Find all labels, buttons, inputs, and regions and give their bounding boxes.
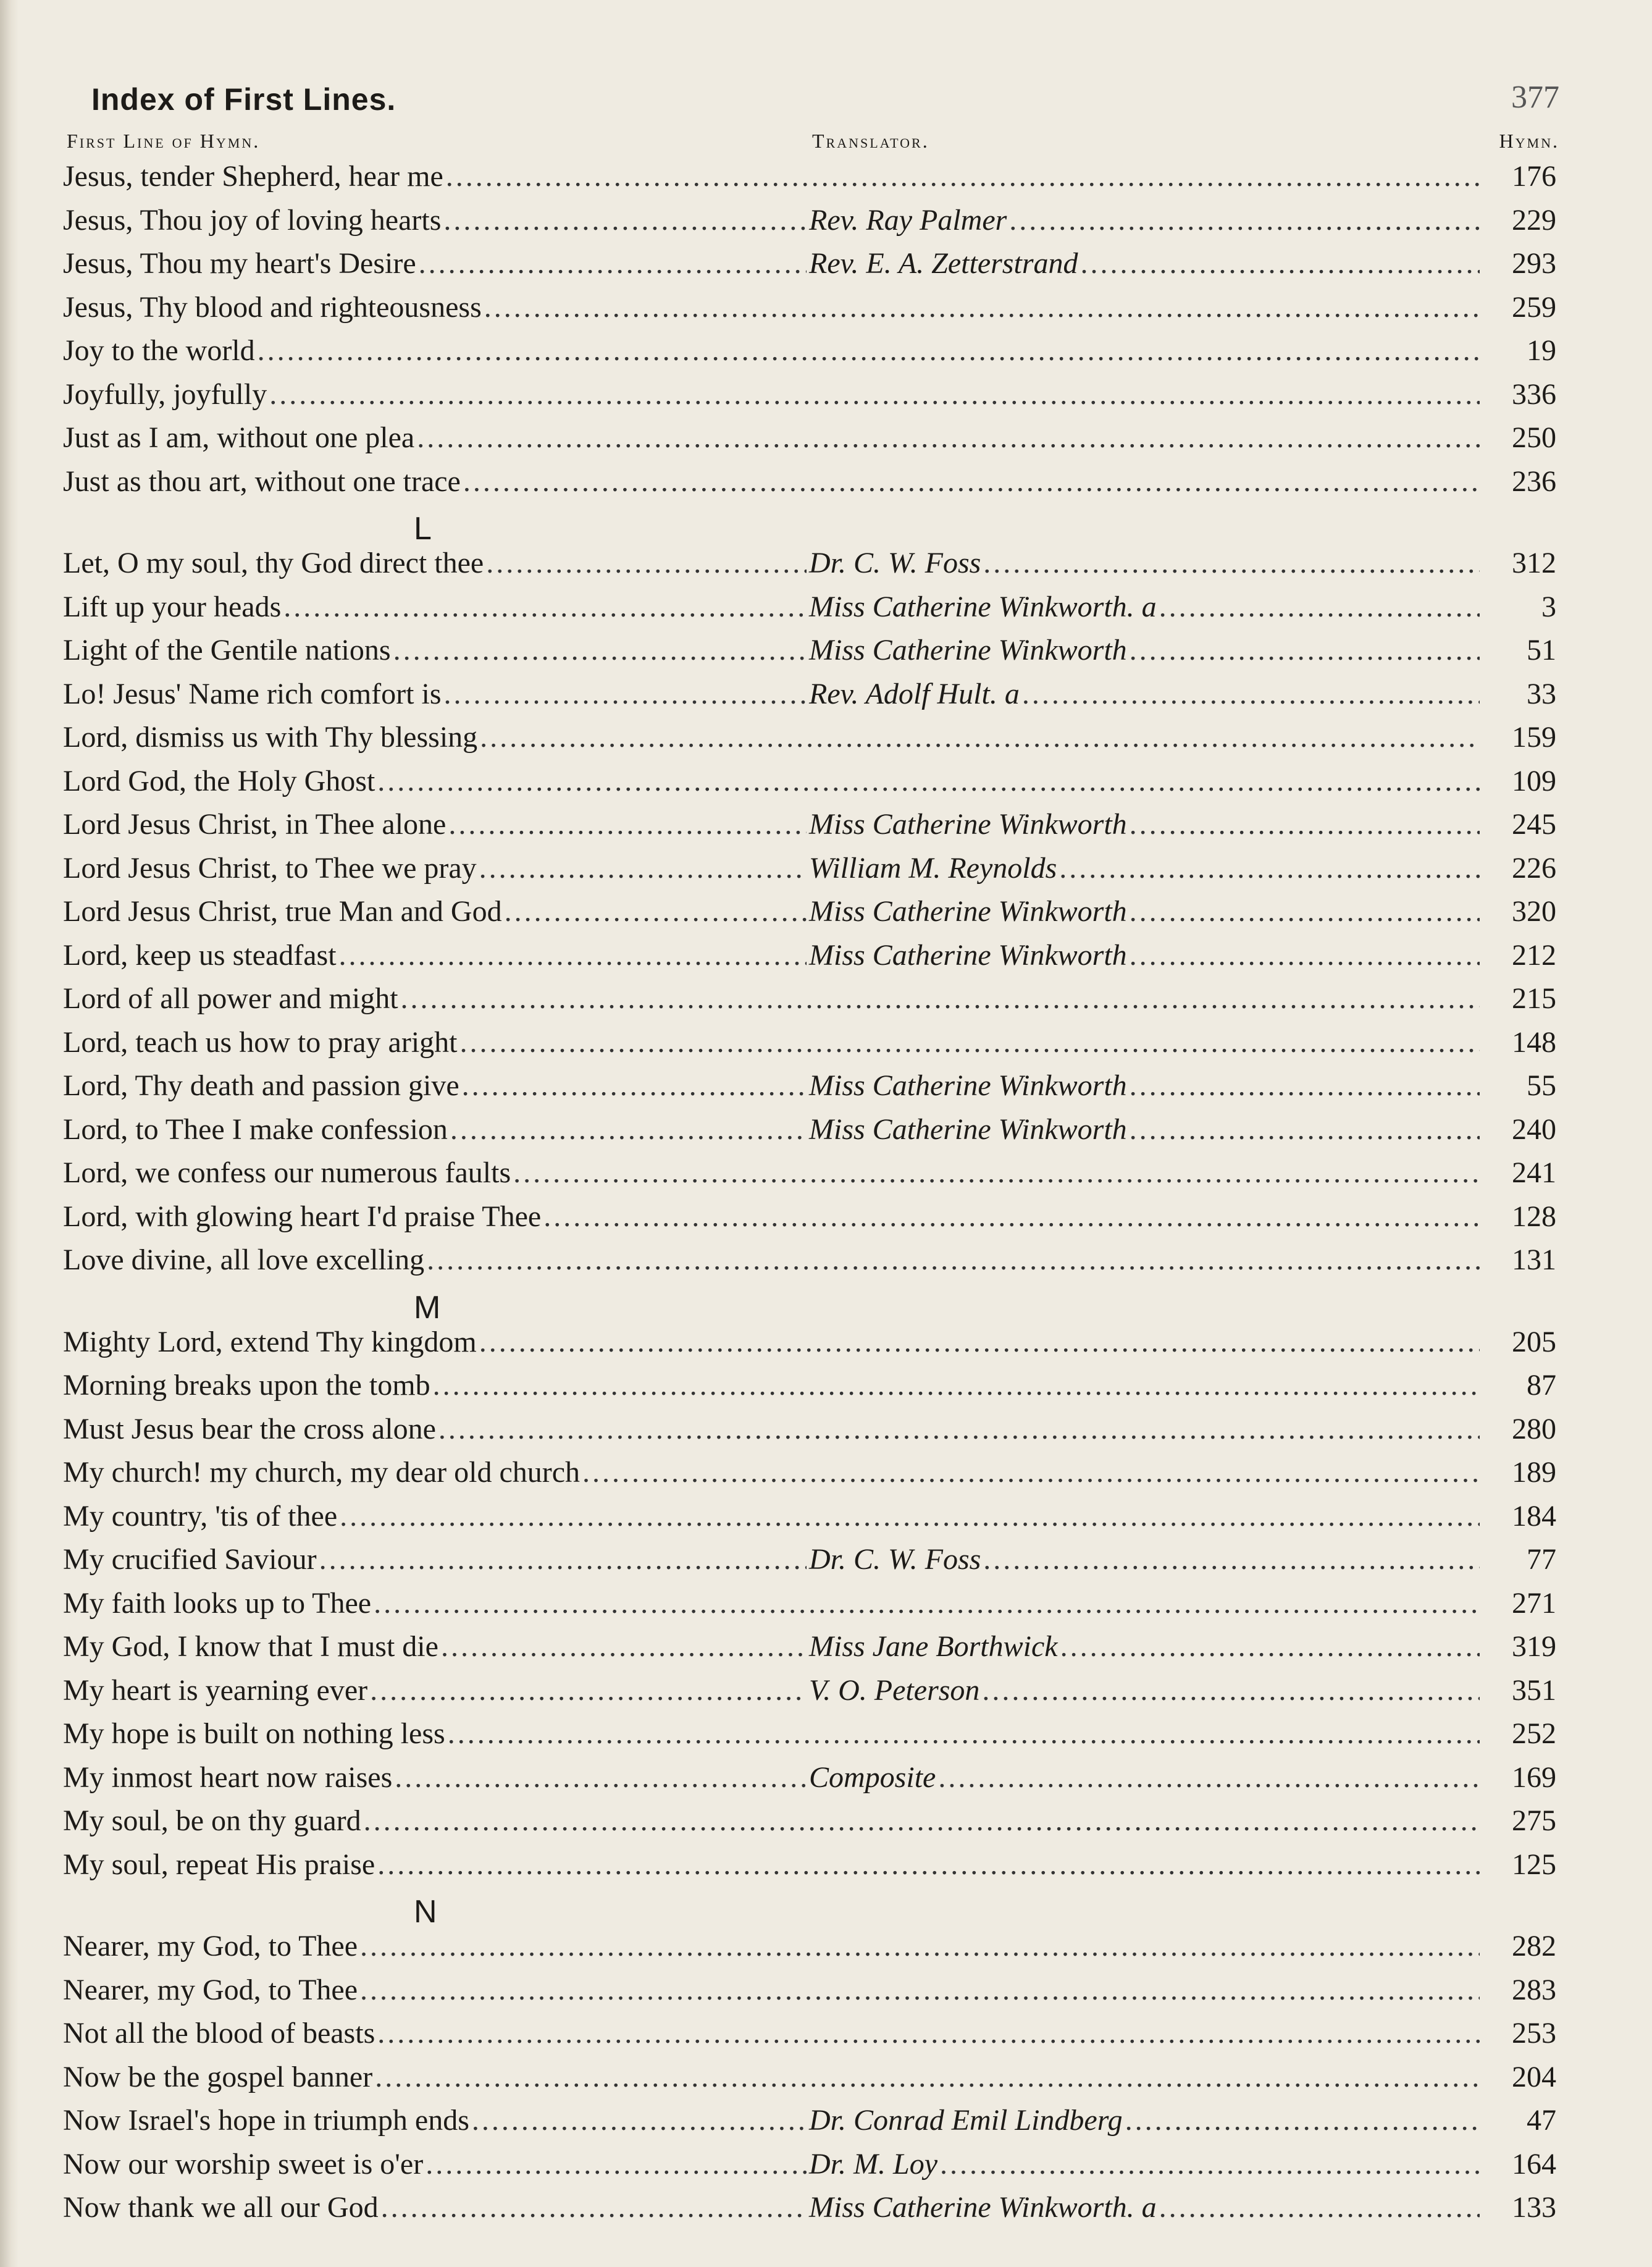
hymn-number: 271 [1512, 1586, 1556, 1620]
translator-name: Miss Catherine Winkworth [809, 895, 1127, 928]
column-header-first-line: First Line of Hymn. [67, 130, 261, 152]
index-entry-row [49, 1200, 1556, 1243]
hymn-number: 250 [1512, 421, 1556, 454]
hymn-number: 252 [1512, 1717, 1556, 1750]
hymn-first-line: Now our worship sweet is o'er [63, 2147, 424, 2181]
leader-dots [438, 1412, 1480, 1446]
leader-dots [1159, 2190, 1480, 2224]
hymn-number: 236 [1512, 465, 1556, 498]
leader-dots [479, 851, 807, 885]
hymn-number: 253 [1512, 2017, 1556, 2050]
hymn-first-line: Now thank we all our God [63, 2191, 379, 2224]
leader-dots [401, 982, 1480, 1016]
index-entry-row [49, 159, 1556, 203]
hymn-first-line: Lord, we confess our numerous faults [63, 1156, 511, 1189]
hymn-first-line: Lord Jesus Christ, in Thee alone [63, 808, 447, 841]
leader-dots [444, 677, 807, 711]
hymn-number: 169 [1512, 1760, 1556, 1794]
hymn-first-line: Nearer, my God, to Thee [63, 1973, 358, 2006]
index-entry-row [49, 1542, 1556, 1586]
hymn-number: 148 [1512, 1025, 1556, 1059]
index-entry-row [49, 1412, 1556, 1456]
hymn-first-line: Lord Jesus Christ, to Thee we pray [63, 851, 477, 885]
leader-dots [269, 377, 1480, 411]
index-entry-row [49, 1630, 1556, 1673]
leader-dots [1130, 894, 1480, 928]
hymn-number: 212 [1512, 938, 1556, 972]
index-entry-row [49, 1455, 1556, 1499]
leader-dots [463, 465, 1480, 498]
index-entries [49, 159, 1556, 2234]
hymn-number: 283 [1512, 1973, 1556, 2006]
hymn-number: 109 [1512, 764, 1556, 797]
hymn-first-line: Mighty Lord, extend Thy kingdom [63, 1325, 477, 1358]
translator-name: Miss Catherine Winkworth [809, 634, 1127, 667]
hymn-number: 176 [1512, 160, 1556, 193]
hymn-first-line: Not all the blood of beasts [63, 2017, 375, 2050]
leader-dots [427, 1243, 1480, 1277]
section-letter-heading: L [414, 511, 432, 547]
translator-name: Miss Catherine Winkworth [809, 1069, 1127, 1102]
section-letter-heading: M [414, 1289, 441, 1326]
leader-dots [462, 1069, 807, 1103]
leader-dots [426, 2147, 807, 2181]
leader-dots [1009, 203, 1480, 237]
index-entry-row [49, 377, 1556, 421]
leader-dots [441, 1630, 807, 1663]
leader-dots [375, 2060, 1480, 2094]
hymn-number: 189 [1512, 1456, 1556, 1489]
hymn-number: 131 [1512, 1243, 1556, 1276]
book-gutter [0, 0, 19, 2267]
leader-dots [1130, 1112, 1480, 1146]
hymn-first-line: Lord, keep us steadfast [63, 938, 337, 972]
hymn-first-line: Let, O my soul, thy God direct thee [63, 547, 484, 579]
translator-name: William M. Reynolds [809, 851, 1057, 885]
leader-dots [448, 807, 807, 841]
hymn-first-line: Lord, Thy death and passion give [63, 1069, 459, 1102]
hymn-first-line: My crucified Saviour [63, 1543, 317, 1576]
hymn-first-line: Lord God, the Holy Ghost [63, 764, 375, 797]
translator-name: Dr. C. W. Foss [809, 1543, 981, 1576]
index-entry-row [49, 203, 1556, 247]
hymn-number: 51 [1527, 634, 1556, 667]
index-entry-row [49, 1499, 1556, 1543]
leader-dots [1060, 1630, 1480, 1663]
translator-name: Rev. E. A. Zetterstrand [809, 247, 1078, 280]
leader-dots [513, 1156, 1480, 1190]
translator-name: Miss Catherine Winkworth. a [809, 2191, 1157, 2224]
hymn-first-line: Jesus, Thou my heart's Desire [63, 247, 416, 280]
leader-dots [370, 1673, 807, 1707]
hymn-number: 33 [1527, 677, 1556, 710]
hymn-number: 204 [1512, 2060, 1556, 2093]
hymn-first-line: My heart is yearning ever [63, 1673, 368, 1707]
leader-dots [446, 159, 1480, 193]
hymn-number: 128 [1512, 1200, 1556, 1233]
translator-name: Miss Jane Borthwick [809, 1630, 1058, 1663]
leader-dots [982, 1673, 1480, 1707]
hymn-first-line: My country, 'tis of thee [63, 1499, 338, 1533]
leader-dots [360, 1973, 1480, 2007]
index-entry-row [49, 465, 1556, 508]
leader-dots [459, 1025, 1480, 1059]
index-entry-row [49, 290, 1556, 334]
index-entry-row [49, 764, 1556, 808]
leader-dots [395, 1760, 807, 1794]
hymn-first-line: Jesus, tender Shepherd, hear me [63, 160, 443, 193]
hymn-first-line: Lord, dismiss us with Thy blessing [63, 721, 478, 754]
hymn-number: 77 [1527, 1543, 1556, 1576]
leader-dots [582, 1455, 1480, 1489]
hymn-first-line: Joy to the world [63, 334, 255, 367]
hymn-first-line: Lord Jesus Christ, true Man and God [63, 895, 502, 928]
translator-name: V. O. Peterson [809, 1673, 980, 1707]
translator-name: Rev. Ray Palmer [809, 203, 1007, 237]
leader-dots [543, 1200, 1480, 1234]
hymn-first-line: Must Jesus bear the cross alone [63, 1412, 436, 1445]
hymn-number: 47 [1527, 2104, 1556, 2137]
hymn-number: 320 [1512, 895, 1556, 928]
hymn-number: 229 [1512, 203, 1556, 237]
hymn-number: 245 [1512, 808, 1556, 841]
hymn-first-line: My hope is built on nothing less [63, 1717, 445, 1750]
hymn-first-line: Lord, teach us how to pray aright [63, 1025, 458, 1059]
hymn-number: 275 [1512, 1804, 1556, 1837]
leader-dots [360, 1929, 1480, 1963]
section-letter-heading: N [414, 1894, 437, 1930]
index-entry-row [49, 1848, 1556, 1891]
leader-dots [505, 894, 807, 928]
index-entry-row [49, 2060, 1556, 2104]
index-entry-row [49, 2103, 1556, 2147]
leader-dots [339, 938, 807, 972]
hymn-first-line: My God, I know that I must die [63, 1630, 438, 1663]
index-entry-row [49, 1069, 1556, 1112]
index-entry-row [49, 246, 1556, 290]
column-header-translator: Translator. [812, 130, 929, 152]
translator-name: Miss Catherine Winkworth. a [809, 590, 1157, 623]
hymn-number: 240 [1512, 1112, 1556, 1146]
hymn-first-line: Now be the gospel banner [63, 2060, 373, 2093]
leader-dots [419, 246, 807, 280]
hymn-number: 125 [1512, 1848, 1556, 1881]
hymn-number: 282 [1512, 1930, 1556, 1962]
hymn-first-line: Just as I am, without one plea [63, 421, 415, 454]
translator-name: Miss Catherine Winkworth [809, 938, 1127, 972]
hymn-first-line: Lift up your heads [63, 590, 282, 623]
index-entry-row [49, 2016, 1556, 2060]
page-number: 377 [1511, 80, 1559, 115]
hymn-number: 87 [1527, 1369, 1556, 1402]
leader-dots [472, 2103, 807, 2137]
translator-name: Composite [809, 1760, 936, 1794]
hymn-first-line: Now Israel's hope in triumph ends [63, 2104, 469, 2137]
hymn-first-line: My church! my church, my dear old church [63, 1456, 581, 1489]
leader-dots [450, 1112, 807, 1146]
leader-dots [1059, 851, 1480, 885]
hymn-number: 280 [1512, 1412, 1556, 1445]
index-entry-row [49, 1929, 1556, 1973]
page-title: Index of First Lines. [91, 82, 396, 117]
hymn-number: 319 [1512, 1630, 1556, 1663]
leader-dots [381, 2190, 807, 2224]
index-entry-row [49, 677, 1556, 721]
index-entry-row [49, 720, 1556, 764]
hymn-first-line: Jesus, Thy blood and righteousness [63, 290, 482, 324]
hymn-number: 3 [1541, 590, 1556, 623]
hymn-first-line: Lord, with glowing heart I'd praise Thee [63, 1200, 542, 1233]
leader-dots [443, 203, 807, 237]
hymn-number: 226 [1512, 851, 1556, 885]
index-entry-row [49, 1325, 1556, 1369]
index-entry-row [49, 982, 1556, 1025]
hymn-first-line: Jesus, Thou joy of loving hearts [63, 203, 442, 237]
leader-dots [1159, 590, 1480, 624]
leader-dots [1125, 2103, 1480, 2137]
leader-dots [983, 1542, 1480, 1576]
hymn-number: 336 [1512, 377, 1556, 411]
index-entry-row [49, 2147, 1556, 2191]
leader-dots [940, 2147, 1480, 2181]
index-entry-row [49, 1243, 1556, 1287]
index-entry-row [49, 807, 1556, 851]
hymn-first-line: Joyfully, joyfully [63, 377, 267, 411]
index-entry-row [49, 1112, 1556, 1156]
leader-dots [319, 1542, 807, 1576]
leader-dots [377, 764, 1480, 798]
hymn-first-line: My faith looks up to Thee [63, 1586, 372, 1620]
translator-name: Rev. Adolf Hult. a [809, 677, 1020, 710]
leader-dots [1022, 677, 1480, 711]
leader-dots [479, 1325, 1480, 1359]
hymn-number: 293 [1512, 247, 1556, 280]
index-entry-row [49, 1586, 1556, 1630]
leader-dots [393, 633, 807, 667]
leader-dots [486, 546, 807, 580]
leader-dots [417, 421, 1480, 455]
index-entry-row [49, 1760, 1556, 1804]
index-entry-row [49, 894, 1556, 938]
translator-name: Dr. Conrad Emil Lindberg [809, 2104, 1123, 2137]
hymn-first-line: Just as thou art, without one trace [63, 465, 461, 498]
translator-name: Dr. C. W. Foss [809, 547, 981, 579]
hymn-number: 205 [1512, 1325, 1556, 1358]
hymn-number: 164 [1512, 2147, 1556, 2181]
index-entry-row [49, 334, 1556, 377]
hymn-first-line: Lo! Jesus' Name rich comfort is [63, 677, 442, 710]
index-entry-row [49, 1804, 1556, 1848]
leader-dots [1081, 246, 1480, 280]
leader-dots [1130, 807, 1480, 841]
translator-name: Miss Catherine Winkworth [809, 808, 1127, 841]
hymn-number: 184 [1512, 1499, 1556, 1533]
hymn-number: 159 [1512, 721, 1556, 754]
leader-dots [1130, 1069, 1480, 1103]
leader-dots [283, 590, 807, 624]
index-entry-row [49, 1156, 1556, 1200]
hymn-first-line: Morning breaks upon the tomb [63, 1369, 430, 1402]
leader-dots [480, 720, 1480, 754]
index-entry-row [49, 1673, 1556, 1717]
hymn-number: 312 [1512, 547, 1556, 579]
hymn-number: 351 [1512, 1673, 1556, 1707]
index-entry-row [49, 938, 1556, 982]
hymn-first-line: Lord of all power and might [63, 982, 398, 1015]
leader-dots [1130, 633, 1480, 667]
index-entry-row [49, 633, 1556, 677]
hymn-number: 241 [1512, 1156, 1556, 1189]
index-entry-row [49, 421, 1556, 465]
leader-dots [448, 1717, 1480, 1751]
leader-dots [377, 1848, 1480, 1882]
hymn-number: 55 [1527, 1069, 1556, 1102]
hymn-first-line: Lord, to Thee I make confession [63, 1112, 448, 1146]
index-entry-row [49, 851, 1556, 895]
hymn-first-line: My inmost heart now raises [63, 1760, 393, 1794]
hymn-number: 259 [1512, 290, 1556, 324]
translator-name: Miss Catherine Winkworth [809, 1112, 1127, 1146]
hymn-first-line: Light of the Gentile nations [63, 634, 391, 667]
leader-dots [433, 1368, 1480, 1402]
index-entry-row [49, 546, 1556, 590]
hymn-first-line: My soul, be on thy guard [63, 1804, 361, 1837]
index-entry-row [49, 2190, 1556, 2234]
leader-dots [340, 1499, 1480, 1533]
leader-dots [364, 1804, 1480, 1838]
leader-dots [1130, 938, 1480, 972]
leader-dots [258, 334, 1480, 368]
leader-dots [374, 1586, 1480, 1620]
index-entry-row [49, 1025, 1556, 1069]
index-entry-row [49, 590, 1556, 634]
hymn-first-line: Love divine, all love excelling [63, 1243, 425, 1276]
hymn-first-line: Nearer, my God, to Thee [63, 1930, 358, 1962]
index-entry-row [49, 1973, 1556, 2017]
hymn-first-line: My soul, repeat His praise [63, 1848, 375, 1881]
translator-name: Dr. M. Loy [809, 2147, 938, 2181]
leader-dots [377, 2016, 1480, 2050]
index-entry-row [49, 1717, 1556, 1760]
leader-dots [983, 546, 1480, 580]
hymn-number: 19 [1527, 334, 1556, 367]
index-entry-row [49, 1368, 1556, 1412]
hymn-number: 215 [1512, 982, 1556, 1015]
leader-dots [938, 1760, 1480, 1794]
leader-dots [484, 290, 1480, 324]
hymn-number: 133 [1512, 2191, 1556, 2224]
column-header-hymn: Hymn. [1499, 130, 1559, 152]
